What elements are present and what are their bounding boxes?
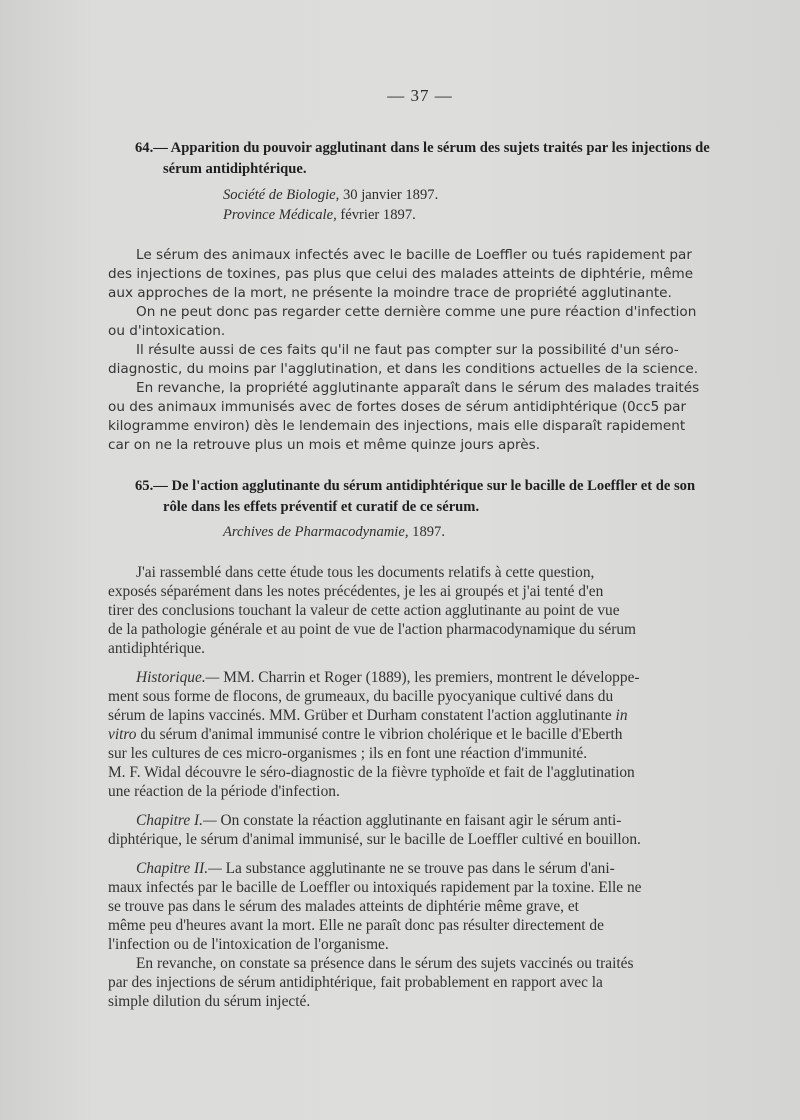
paragraph <box>108 303 740 322</box>
paragraph <box>108 246 740 265</box>
entry-65-body <box>108 563 740 1011</box>
chapitre1-paragraph <box>108 811 740 830</box>
italic-word: vitro <box>108 726 137 743</box>
entry-65-title-line2: rôle dans les effets préventif et curatif de ce sérum. <box>163 499 480 515</box>
text-line <box>108 811 740 830</box>
text-line: par des injections de sérum antidiphtérique, fait probablement en rapport avec la <box>108 974 603 991</box>
text-line <box>108 859 740 878</box>
source-journal: Société de Biologie, <box>223 187 340 203</box>
historique-label: Historique.— <box>136 669 220 686</box>
chapitre2-cont <box>108 878 740 954</box>
paragraph-cont <box>108 322 740 341</box>
text-line <box>108 706 740 725</box>
entry-65-title <box>135 476 747 518</box>
entry-65-title-line1: 65.— De l'action agglutinante du sérum antidiphtérique sur le bacille de Loeffler et de son <box>135 478 696 494</box>
page-number: — 37 — <box>387 86 453 105</box>
entry-64-title-line2: sérum antidiphtérique. <box>163 161 307 177</box>
text-line: tirer des conclusions touchant la valeur de cette action agglutinante au point de vue <box>108 602 620 619</box>
text-line: maux infectés par le bacille de Loeffler ou intoxiqués rapidement par la toxine. Elle ne <box>108 879 642 896</box>
text-line: de la pathologie générale et au point de vue de l'action pharmacodynamique du sérum <box>108 621 637 638</box>
text-line: car on ne la retrouve plus un mois et même quinze jours après. <box>108 437 541 453</box>
text-line: kilogramme environ) dès le lendemain des injections, mais elle disparaît rapidement <box>108 418 686 434</box>
entry-64-body <box>108 246 740 455</box>
italic-word: in <box>615 707 628 724</box>
text-line: l'infection ou de l'intoxication de l'organisme. <box>108 936 389 953</box>
text-line <box>108 725 740 744</box>
text-line: En revanche, on constate sa présence dans le sérum des sujets vaccinés ou traités <box>136 955 634 972</box>
paragraph-cont <box>108 360 740 379</box>
chapitre1-label: Chapitre I.— <box>136 812 217 829</box>
text-line: sur les cultures de ces micro-organismes ; ils en font une réaction d'immunité. <box>108 745 588 762</box>
text-line: simple dilution du sérum injecté. <box>108 993 311 1010</box>
source-date: 1897. <box>412 524 445 540</box>
text: La substance agglutinante ne se trouve pas dans le sérum d'ani- <box>225 860 615 877</box>
text: On constate la réaction agglutinante en faisant agir le sérum anti- <box>220 812 622 829</box>
paragraph-cont <box>108 265 740 303</box>
text-line: M. F. Widal découvre le séro-diagnostic de la fièvre typhoïde et fait de l'agglutination <box>108 764 635 781</box>
final-cont <box>108 973 740 1011</box>
source-date: 30 janvier 1897. <box>342 187 439 203</box>
text-line: diagnostic, du moins par l'agglutination, et dans les conditions actuelles de la science. <box>108 361 699 377</box>
text-line: ment sous forme de flocons, de grumeaux, du bacille pyocyanique cultivé dans du <box>108 688 614 705</box>
text: du sérum d'animal immunisé contre le vibrion cholérique et le bacille d'Eberth <box>140 726 623 743</box>
entry-64-title-line1: 64.— Apparition du pouvoir agglutinant dans le sérum des sujets traités par les injections de <box>135 140 710 156</box>
historique-cont <box>108 687 740 801</box>
text-line <box>108 668 740 687</box>
text-line: antidiphtérique. <box>108 640 206 657</box>
entry-64-source-2 <box>223 205 416 225</box>
text-line: Il résulte aussi de ces faits qu'il ne faut pas compter sur la possibilité d'un séro- <box>136 342 679 358</box>
chapitre1-cont <box>108 830 740 849</box>
text-line: ou d'intoxication. <box>108 323 226 339</box>
source-journal: Province Médicale, <box>223 207 337 223</box>
text-line: J'ai rassemblé dans cette étude tous les documents relatifs à cette question, <box>136 564 595 581</box>
entry-64-title <box>135 138 747 180</box>
entry-65-source <box>223 522 445 542</box>
final-paragraph <box>108 954 740 973</box>
text-line: aux approches de la mort, ne présente la moindre trace de propriété agglutinante. <box>108 285 672 301</box>
text: MM. Charrin et Roger (1889), les premiers, montrent le développe- <box>223 669 640 686</box>
text-line: des injections de toxines, pas plus que celui des malades atteints de diphtérie, même <box>108 266 694 282</box>
text: sérum de lapins vaccinés. MM. Grüber et Durham constatent l'action agglutinante <box>108 707 612 724</box>
text-line: ou des animaux immunisés avec de fortes doses de sérum antidiphtérique (0cc5 par <box>108 399 687 415</box>
paragraph <box>108 379 740 398</box>
intro-paragraph <box>108 563 740 582</box>
text-line: Le sérum des animaux infectés avec le bacille de Loeffler ou tués rapidement par <box>136 247 692 263</box>
entry-64-source-1 <box>223 185 438 205</box>
source-date: février 1897. <box>340 207 416 223</box>
text-line: exposés séparément dans les notes précédentes, je les ai groupés et j'ai tenté d'en <box>108 583 604 600</box>
text-line: même peu d'heures avant la mort. Elle ne paraît donc pas résulter directement de <box>108 917 604 934</box>
text-line: On ne peut donc pas regarder cette dernière comme une pure réaction d'infection <box>136 304 697 320</box>
chapitre2-paragraph <box>108 859 740 878</box>
historique-paragraph <box>108 668 740 687</box>
paragraph-cont <box>108 398 740 455</box>
source-journal: Archives de Pharmacodynamie, <box>223 524 409 540</box>
chapitre2-label: Chapitre II.— <box>136 860 222 877</box>
text-line: se trouve pas dans le sérum des malades atteints de diphtérie même grave, et <box>108 898 579 915</box>
text-line: En revanche, la propriété agglutinante apparaît dans le sérum des malades traités <box>136 380 700 396</box>
text-line: diphtérique, le sérum d'animal immunisé, sur le bacille de Loeffler cultivé en bouillon. <box>108 831 641 848</box>
intro-cont <box>108 582 740 658</box>
text-line: une réaction de la période d'infection. <box>108 783 340 800</box>
paragraph <box>108 341 740 360</box>
